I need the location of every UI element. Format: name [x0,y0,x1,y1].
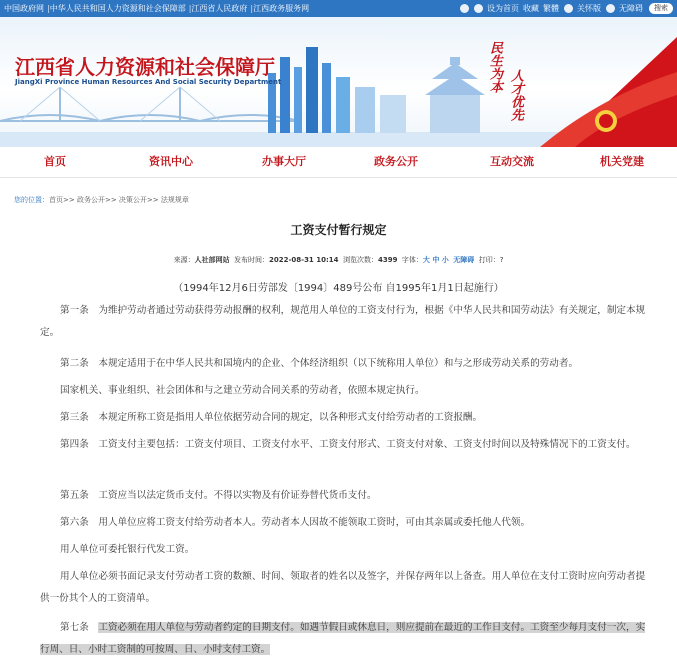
meta-time: 2022-08-31 10:14 [269,256,339,264]
care-mode-link[interactable]: 关怀版 [577,4,601,13]
nav-item-services[interactable]: 办事大厅 [262,155,306,168]
top-link-divider: | [47,4,50,13]
set-homepage-link[interactable]: 设为首页 [487,4,519,13]
top-link-divider: | [250,4,254,13]
nav-item-open-gov[interactable]: 政务公开 [374,155,418,168]
breadcrumb-lead: 您的位置： [14,196,49,204]
meta-source: 人社部网站 [194,256,230,264]
meta-font-label: 字体： [401,256,423,264]
org-title: 江西省人力资源和社会保障厅 [15,55,275,79]
top-links [4,0,309,17]
wechat-icon[interactable] [474,4,483,13]
slogan-talent-first: 人才优先 [508,69,523,121]
link-mohrss[interactable]: 中华人民共和国人力资源和社会保障部 [49,4,186,13]
print-icon[interactable]: ? [499,256,504,264]
meta-print-label: 打印： [478,256,500,264]
article-paragraph: 第四条 工资支付主要包括：工资支付项目、工资支付水平、工资支付形式、工资支付对象、工资支付时间以及特殊情况下的工资支付。 [60,439,636,450]
weibo-icon[interactable] [460,4,469,13]
meta-source-label: 来源： [173,256,195,264]
slogan-people-first: 民生为本 [487,41,502,93]
top-tools [455,0,673,17]
article-accessibility-link[interactable]: 无障碍 [453,256,475,264]
meta-views: 4399 [377,256,398,264]
article-paragraph: 第二条 本规定适用于在中华人民共和国境内的企业、个体经济组织（以下统称用人单位）和与之形成劳动关系的劳动者。 [60,358,579,369]
nav-item-news[interactable]: 资讯中心 [149,155,193,168]
article-paragraph: 用人单位必须书面记录支付劳动者工资的数额、时间、领取者的姓名以及签字，并保存两年以上备查。用人单位在支付工资时应向劳动者提供一份其个人的工资清单。 [40,571,646,604]
bookmark-link[interactable]: 收藏 [523,4,539,13]
top-bar [0,0,677,17]
meta-views-label: 浏览次数： [342,256,378,264]
article-paragraph: 用人单位可委托银行代发工资。 [60,544,195,555]
care-icon [564,4,573,13]
article-paragraph: 第三条 本规定所称工资是指用人单位依据劳动合同的规定，以各种形式支付给劳动者的工资报酬。 [60,412,483,423]
link-jiangxi-gov[interactable]: 江西省人民政府 [191,4,248,13]
nav-item-interaction[interactable]: 互动交流 [490,155,534,168]
top-link-divider: | [188,4,192,13]
site-banner [0,17,677,147]
regulation-source: （1994年12月6日劳部发〔1994〕489号公布 自1995年1月1日起施行） [173,283,504,294]
article-paragraph: 第一条 为维护劳动者通过劳动获得劳动报酬的权利，规范用人单位的工资支付行为，根据《中华人民共和国劳动法》有关规定，制定本规定。 [40,305,646,338]
paragraph-lead: 第七条 [60,622,99,633]
font-size-switch[interactable]: 大 中 小 [422,256,449,264]
search-button[interactable]: 搜索 [649,3,673,14]
nav-item-party[interactable]: 机关党建 [600,155,644,168]
article-paragraph: 第六条 用人单位应将工资支付给劳动者本人。劳动者本人因故不能领取工资时，可由其亲属或委托他人代领。 [60,517,531,528]
breadcrumb-path[interactable]: 首页>> 政务公开>> 决策公开>> 法规规章 [49,196,189,204]
meta-time-label: 发布时间： [234,256,270,264]
org-title-en: JiangXi Province Human Resources And Social Security Department [15,78,282,86]
link-jiangxi-service[interactable]: 江西政务服务网 [253,4,310,13]
breadcrumb [14,195,189,205]
article-meta [0,255,677,265]
accessibility-link[interactable]: 无障碍 [619,4,643,13]
accessibility-icon [606,4,615,13]
link-gov-cn[interactable]: 中国政府网 [4,4,44,13]
article-paragraph: 国家机关、事业组织、社会团体和与之建立劳动合同关系的劳动者，依照本规定执行。 [60,385,425,396]
article-paragraph: 第五条 工资应当以法定货币支付。不得以实物及有价证券替代货币支付。 [60,490,377,501]
article-paragraph-highlighted [40,617,652,661]
article-title: 工资支付暂行规定 [290,223,387,237]
main-nav [0,147,677,178]
traditional-chinese-link[interactable]: 繁體 [543,4,559,13]
nav-item-home[interactable]: 首页 [44,155,66,168]
selected-text[interactable]: 工资必须在用人单位与劳动者约定的日期支付。如遇节假日或休息日，则应提前在最近的工作日支付。工资至少每月支付一次，实行周、日、小时工资制的可按周、日、小时支付工资。 [40,622,646,655]
